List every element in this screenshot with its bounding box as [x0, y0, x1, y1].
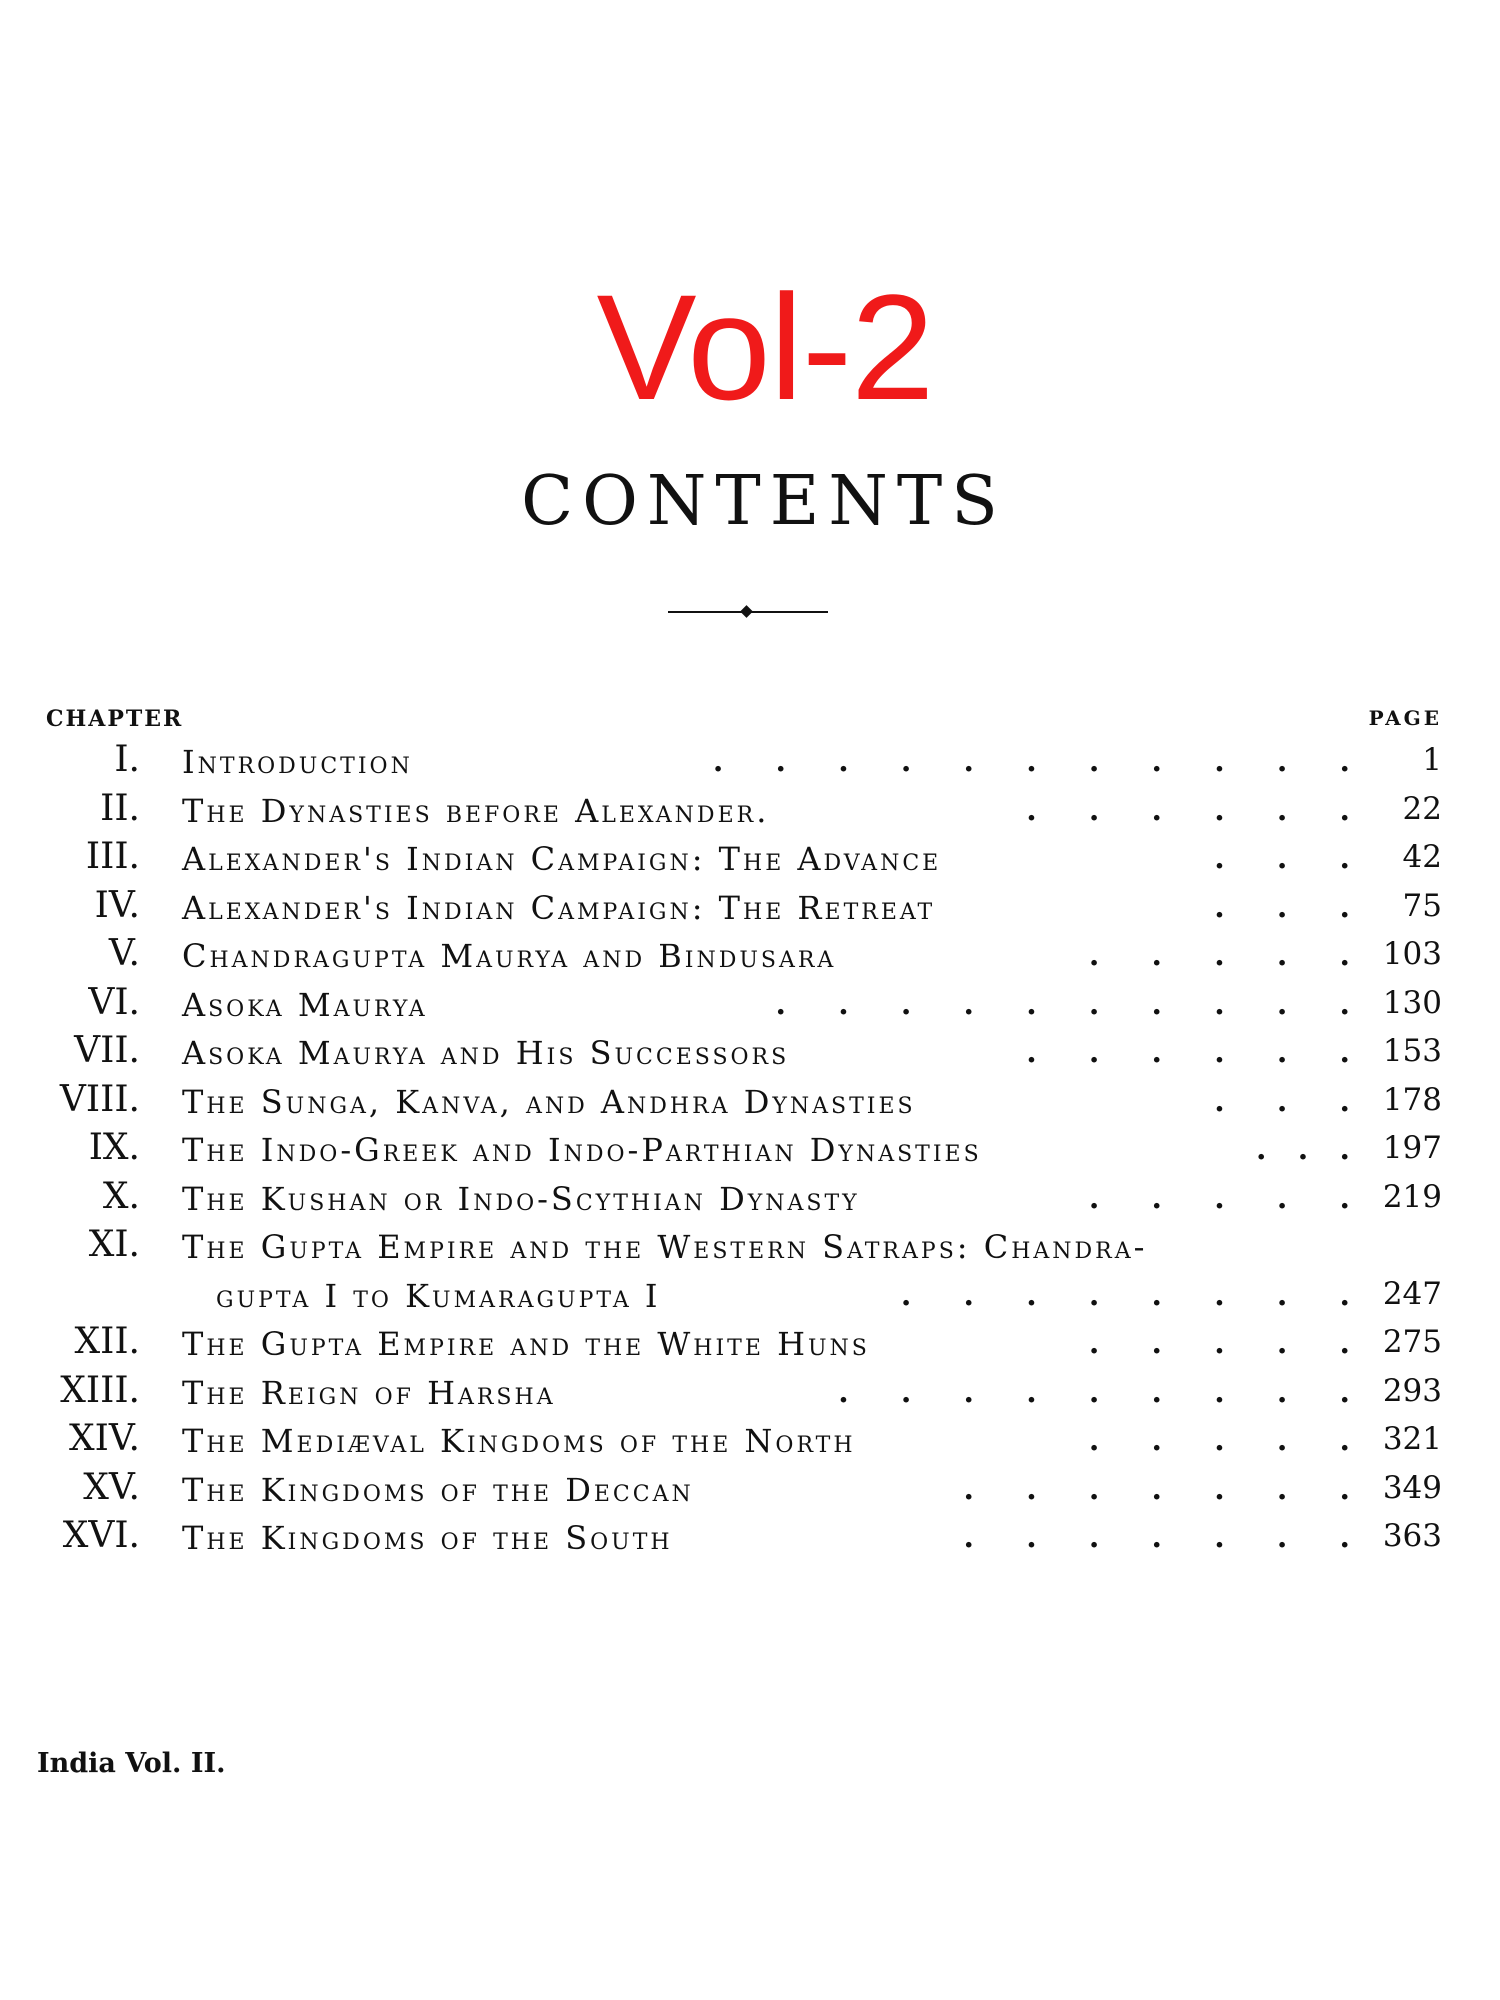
- volume-stamp: Vol-2: [596, 263, 934, 431]
- toc-entry-10: [0, 1173, 1500, 1222]
- chapter-title: The Gupta Empire and the White Huns: [182, 1325, 870, 1363]
- page-number: 321: [1382, 1421, 1442, 1457]
- page-number: 247: [1382, 1275, 1442, 1312]
- page-number: 22: [1402, 790, 1442, 827]
- chapter-title: The Kushan or Indo-Scythian Dynasty: [182, 1179, 860, 1218]
- chapter-title: The Reign of Harsha: [182, 1373, 556, 1412]
- page-number: 275: [1382, 1324, 1442, 1360]
- toc-entry-15: [0, 1464, 1500, 1513]
- dot-leader: . . .: [1214, 1083, 1350, 1119]
- toc-entry-14: [0, 1415, 1500, 1464]
- chapter-title: The Dynasties before Alexander.: [182, 791, 770, 830]
- page-number: 349: [1382, 1469, 1442, 1506]
- chapter-title: Asoka Maurya and His Successors: [182, 1034, 790, 1072]
- ornament-divider: [668, 606, 828, 618]
- dot-leader: . . . . .: [1088, 1326, 1350, 1361]
- chapter-number: VII.: [74, 1030, 140, 1071]
- dot-leader: . . . . .: [1088, 1180, 1350, 1216]
- toc-entry-2: [0, 785, 1500, 834]
- chapter-number: XII.: [74, 1321, 140, 1362]
- page-number: 130: [1382, 984, 1442, 1021]
- chapter-number: IV.: [94, 884, 140, 926]
- chapter-number: XV.: [83, 1466, 140, 1508]
- chapter-number: XI.: [88, 1224, 140, 1265]
- dot-leader: . . . . . . . .: [900, 1277, 1350, 1313]
- chapter-number: II.: [100, 787, 140, 829]
- diamond-icon: [740, 605, 753, 618]
- footer-signature: India Vol. II.: [37, 1748, 226, 1779]
- dot-leader: . . .: [1214, 889, 1350, 925]
- toc-entry-6: [0, 979, 1500, 1028]
- dot-leader: . . . . . . . . . .: [775, 986, 1350, 1022]
- toc-entry-13: [0, 1367, 1500, 1416]
- page-number: 1: [1422, 742, 1442, 778]
- chapter-number: III.: [85, 836, 140, 877]
- dot-leader: . . . . . . .: [963, 1471, 1350, 1507]
- toc-entry-12: [0, 1318, 1500, 1367]
- dot-leader: . . . . . . .: [963, 1520, 1350, 1555]
- dot-leader: . . . . .: [1088, 938, 1350, 973]
- toc-entry-11-continued: [0, 1270, 1500, 1319]
- page-title: CONTENTS: [521, 462, 1007, 541]
- toc-entry-4: [0, 882, 1500, 931]
- toc-entry-7: [0, 1027, 1500, 1076]
- chapter-title: Asoka Maurya: [182, 985, 428, 1024]
- dot-leader: . . . . . .: [1026, 792, 1350, 828]
- dot-leader: . . .: [1214, 841, 1350, 876]
- toc-entry-8: [0, 1076, 1500, 1125]
- dot-leader: . . . . . . . . . . .: [712, 744, 1350, 779]
- chapter-title: Alexander's Indian Campaign: The Advance: [182, 840, 942, 878]
- page-number: 363: [1382, 1518, 1442, 1554]
- page-number: 103: [1382, 936, 1442, 972]
- toc-entry-1: [0, 736, 1500, 785]
- toc-entry-11: [0, 1221, 1500, 1270]
- chapter-title: Alexander's Indian Campaign: The Retreat: [182, 888, 936, 927]
- page-number: 42: [1402, 839, 1442, 875]
- toc-entry-9: [0, 1124, 1500, 1173]
- dot-leader: . . .: [1256, 1132, 1350, 1167]
- dot-leader: . . . . .: [1088, 1423, 1350, 1458]
- chapter-title: Introduction: [182, 743, 413, 781]
- table-of-contents: [0, 736, 1500, 1561]
- chapter-number: X.: [102, 1175, 140, 1217]
- page-number: 293: [1382, 1372, 1442, 1409]
- chapter-number: XIV.: [69, 1418, 140, 1459]
- chapter-number: IX.: [88, 1127, 140, 1168]
- chapter-title: The Indo-Greek and Indo-Parthian Dynasties: [182, 1131, 982, 1169]
- page-number: 219: [1382, 1178, 1442, 1215]
- chapter-title: The Kingdoms of the South: [182, 1519, 673, 1557]
- toc-entry-5: [0, 930, 1500, 979]
- chapter-column-header: CHAPTER: [46, 706, 184, 732]
- toc-entry-3: [0, 833, 1500, 882]
- page-column-header: PAGE: [1368, 706, 1442, 730]
- dot-leader: . . . . . .: [1026, 1035, 1350, 1070]
- chapter-number: XVI.: [62, 1515, 140, 1556]
- chapter-title: The Mediæval Kingdoms of the North: [182, 1422, 856, 1460]
- chapter-number: V.: [108, 933, 140, 974]
- dot-leader: . . . . . . . . .: [838, 1374, 1350, 1410]
- chapter-number: I.: [114, 739, 140, 780]
- chapter-number: XIII.: [60, 1369, 140, 1411]
- chapter-number: VI.: [88, 981, 140, 1023]
- chapter-title: gupta I to Kumaragupta I: [216, 1276, 661, 1315]
- chapter-number: VIII.: [59, 1078, 140, 1120]
- chapter-title: The Gupta Empire and the Western Satraps: Chandra-: [182, 1228, 1148, 1266]
- chapter-title: Chandragupta Maurya and Bindusara: [182, 937, 837, 975]
- toc-entry-16: [0, 1512, 1500, 1561]
- page-number: 197: [1382, 1130, 1442, 1166]
- page-number: 153: [1382, 1033, 1442, 1069]
- page-number: 75: [1402, 887, 1442, 924]
- chapter-title: The Kingdoms of the Deccan: [182, 1470, 694, 1509]
- page-number: 178: [1382, 1081, 1442, 1118]
- chapter-title: The Sunga, Kanva, and Andhra Dynasties: [182, 1082, 916, 1121]
